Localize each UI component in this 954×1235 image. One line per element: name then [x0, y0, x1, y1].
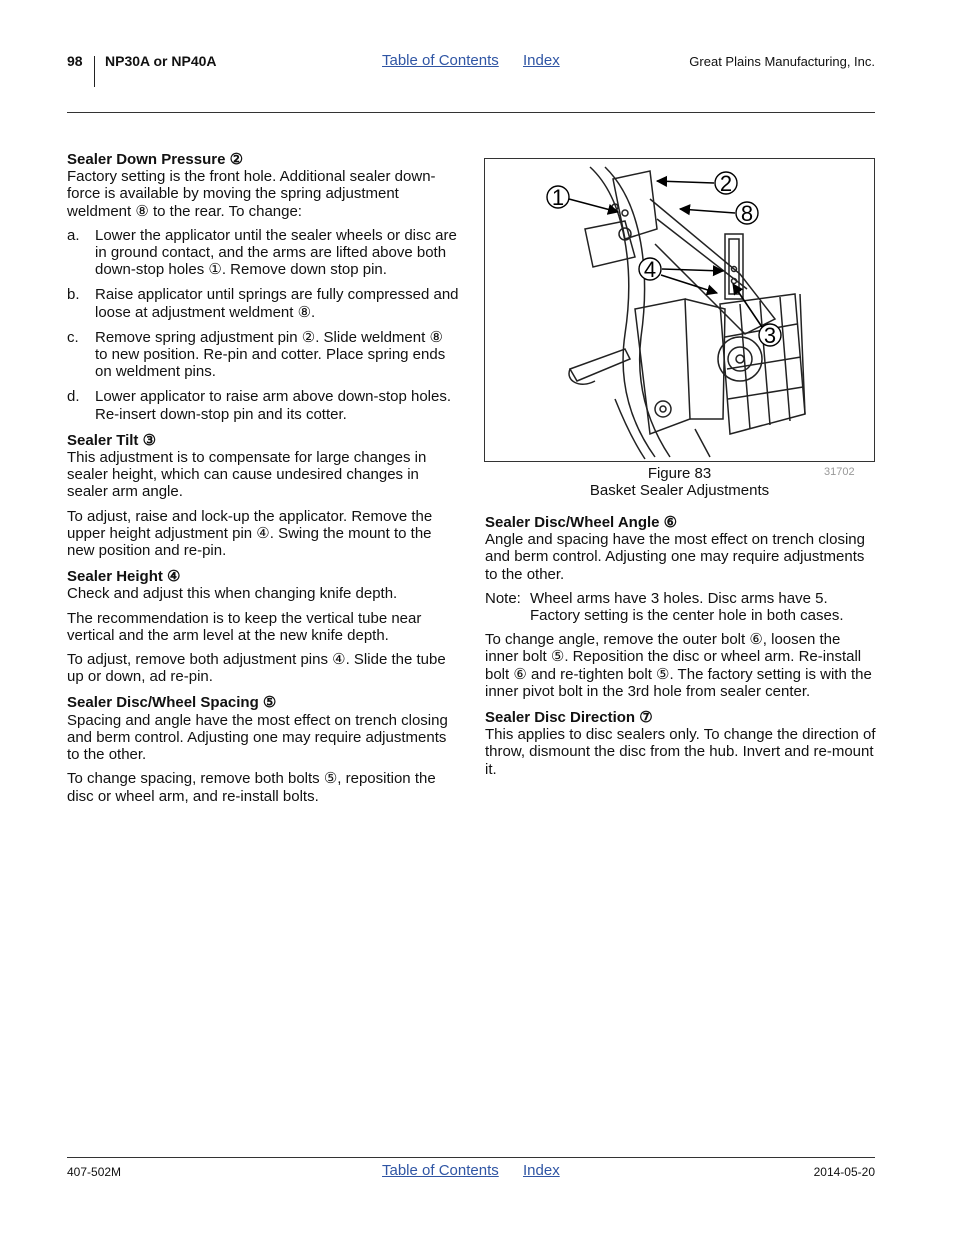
header-index-link[interactable]: Index — [523, 52, 560, 69]
footer-toc-link[interactable]: Table of Contents — [382, 1162, 499, 1179]
machine-drawing — [569, 167, 805, 459]
heading-sealer-down-pressure: Sealer Down Pressure ② — [67, 151, 244, 168]
step-text: Raise applicator until springs are fully compressed and loose at adjustment weldment ⑧. — [95, 286, 459, 321]
doc-number: 407-502M — [67, 1165, 122, 1179]
step-text: Lower the applicator until the sealer wheels or disc are in ground contact, and the arms are lifted above both down-stop holes ①. Remove down stop pin. — [95, 226, 457, 279]
paragraph: The recommendation is to keep the vertical tube near vertical and the arm level at the new knife depth. — [67, 609, 422, 644]
callout-4 — [639, 257, 723, 293]
note — [485, 590, 877, 624]
page-number: 98 — [67, 53, 83, 69]
callout-label: 1 — [551, 185, 565, 210]
header-divider — [94, 56, 95, 87]
footer-index-link[interactable]: Index — [523, 1162, 560, 1179]
figure-title: Basket Sealer Adjustments — [589, 482, 770, 500]
header-rule — [67, 112, 875, 113]
list-item — [67, 227, 459, 279]
model-title: NP30A or NP40A — [105, 53, 217, 69]
list-item — [67, 388, 459, 422]
heading-sealer-disc-direction: Sealer Disc Direction ⑦ — [485, 709, 653, 727]
note-label: Note: — [485, 589, 521, 607]
paragraph: To change angle, remove the outer bolt ⑥, loosen the inner bolt ⑤. Reposition the disc or wheel arm. Re-install bolt ⑥ and re-tighten bolt ⑤. The factory setting is with the inner pivot bolt in the 3rd hole from sealer center. — [485, 631, 872, 700]
callout-label: 8 — [740, 201, 754, 226]
step-marker: b. — [67, 286, 80, 304]
paragraph: To adjust, remove both adjustment pins ④. Slide the tube up or down, ad re-pin. — [67, 651, 446, 686]
heading-sealer-height: Sealer Height ④ — [67, 568, 181, 586]
paragraph: To change spacing, remove both bolts ⑤, reposition the disc or wheel arm, and re-install bolts. — [67, 770, 436, 805]
list-item — [67, 286, 459, 320]
company-name: Great Plains Manufacturing, Inc. — [689, 54, 875, 69]
paragraph: This adjustment is to compensate for large changes in sealer height, which can cause undesired changes in sealer arm angle. — [67, 449, 427, 501]
step-marker: d. — [67, 388, 80, 406]
step-text: Remove spring adjustment pin ②. Slide weldment ⑧ to new position. Re-pin and cotter. Place spring ends on weldment pins. — [95, 328, 446, 381]
callout-3 — [733, 284, 781, 348]
step-marker: a. — [67, 226, 80, 244]
step-text: Lower applicator to raise arm above down-stop holes. Re-insert down-stop pin and its cotter. — [95, 388, 452, 423]
sealer-illustration — [485, 159, 874, 461]
heading-sealer-tilt: Sealer Tilt ③ — [67, 431, 157, 449]
paragraph: Check and adjust this when changing knife depth. — [67, 585, 398, 603]
figure-number: Figure 83 — [647, 465, 712, 482]
step-list — [67, 227, 459, 423]
step-marker: c. — [67, 328, 79, 346]
paragraph: Angle and spacing have the most effect on trench closing and berm control. Adjusting one may require adjustments to the other. — [485, 531, 865, 583]
figure-basket-sealer — [484, 158, 875, 462]
doc-date: 2014-05-20 — [813, 1165, 875, 1179]
callout-group — [547, 171, 781, 348]
footer-rule — [67, 1157, 875, 1158]
heading-sealer-disc-wheel-spacing: Sealer Disc/Wheel Spacing ⑤ — [67, 694, 277, 712]
callout-label: 4 — [643, 257, 657, 282]
paragraph: This applies to disc sealers only. To change the direction of throw, dismount the disc from the hub. Invert and re-mount it. — [485, 726, 876, 778]
left-column — [67, 151, 459, 812]
paragraph: Factory setting is the front hole. Additional sealer down-force is available by moving the spring adjustment weldment ⑧ to the rear. To change: — [67, 168, 436, 220]
callout-2 — [657, 171, 737, 196]
figure-image-id: 31702 — [824, 466, 855, 478]
paragraph: To adjust, raise and lock-up the applicator. Remove the upper height adjustment pin ④. Swing the mount to the new position and re-pin. — [67, 507, 433, 560]
figure-caption — [484, 465, 875, 499]
right-column — [485, 514, 877, 785]
note-text: Wheel arms have 3 holes. Disc arms have 5. Factory setting is the center hole in both cases. — [530, 589, 844, 625]
paragraph: Spacing and angle have the most effect on trench closing and berm control. Adjusting one may require adjustments to the other. — [67, 711, 448, 764]
header-toc-link[interactable]: Table of Contents — [382, 52, 499, 69]
list-item — [67, 329, 459, 381]
callout-label: 3 — [763, 323, 777, 348]
heading-sealer-disc-wheel-angle: Sealer Disc/Wheel Angle ⑥ — [485, 514, 678, 531]
callout-8 — [680, 201, 758, 226]
callout-label: 2 — [719, 171, 733, 196]
